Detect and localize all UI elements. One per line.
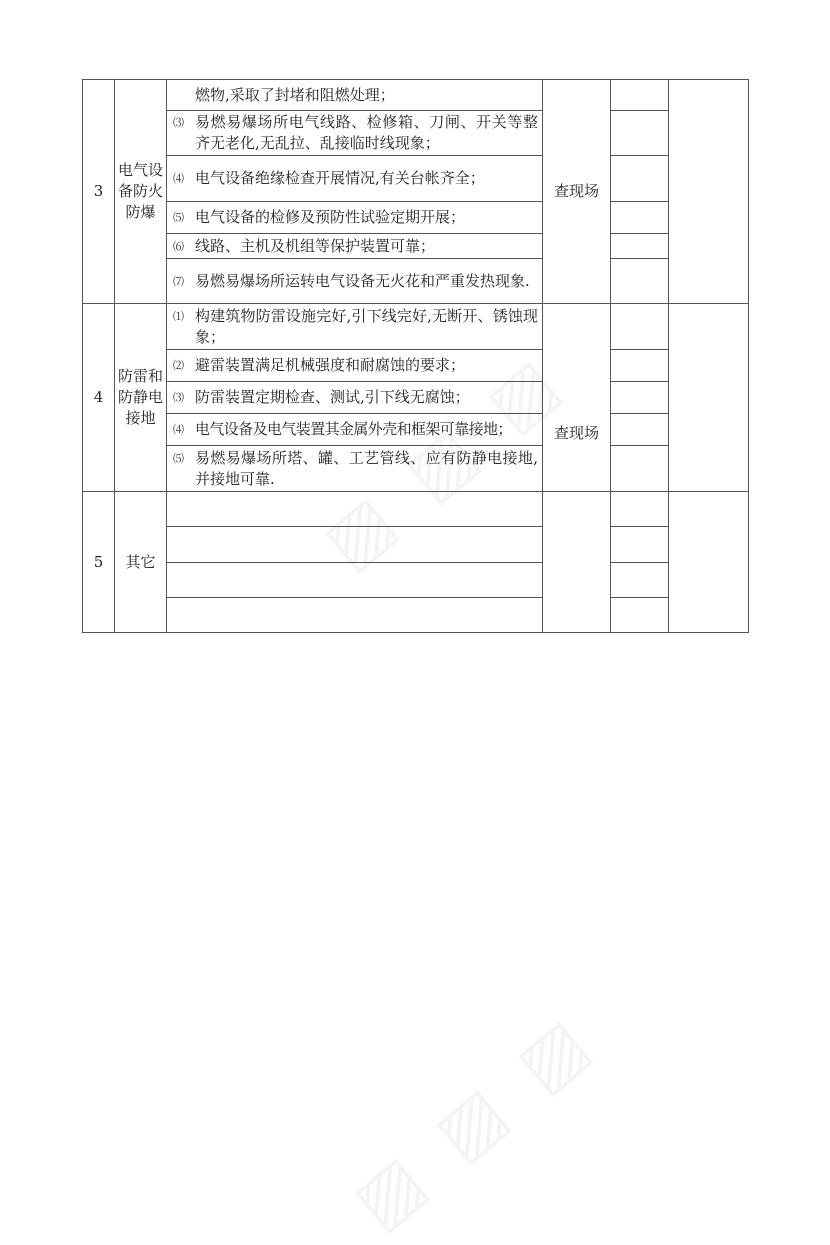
row-number: 5 xyxy=(83,492,115,633)
result-cell xyxy=(611,234,669,259)
table-row xyxy=(83,259,749,304)
check-item xyxy=(167,234,543,259)
item-marker: ⑸ xyxy=(173,451,184,465)
result-cell xyxy=(611,598,669,633)
check-item xyxy=(167,598,543,633)
check-method-cell: 查现场 xyxy=(543,304,611,492)
category-cell: 防雷和防静电接地 xyxy=(115,304,167,492)
item-text: 燃物,采取了封堵和阻燃处理； xyxy=(195,85,395,104)
check-method-cell xyxy=(543,492,611,633)
table-row xyxy=(83,156,749,202)
item-text: 易燃易爆场所塔、罐、工艺管线、应有防静电接地,并接地可靠. xyxy=(195,448,538,488)
item-marker: ⑷ xyxy=(173,172,184,185)
result-cell xyxy=(611,202,669,234)
table-row xyxy=(83,80,749,111)
item-text: 电气设备及电气装置其金属外壳和框架可靠接地； xyxy=(195,420,512,438)
item-marker: ⑶ xyxy=(173,116,184,129)
watermark xyxy=(337,997,610,1244)
item-marker: ⑷ xyxy=(173,423,184,436)
table-row xyxy=(83,350,749,382)
result-cell xyxy=(611,527,669,563)
item-marker: ⑶ xyxy=(173,391,184,404)
item-marker: ⑹ xyxy=(173,239,184,253)
check-item xyxy=(167,304,543,350)
result-cell xyxy=(611,446,669,492)
result-cell xyxy=(611,382,669,414)
item-text: 构建筑物防雷设施完好,引下线完好,无断开、锈蚀现象； xyxy=(195,306,538,346)
row-number: 3 xyxy=(83,80,115,304)
item-text: 电气设备绝缘检查开展情况,有关台帐齐全； xyxy=(195,169,485,187)
result-cell xyxy=(611,259,669,304)
table-row xyxy=(83,563,749,598)
item-text: 易燃易爆场所电气线路、检修箱、刀闸、开关等整齐无老化,无乱拉、乱接临时线现象； xyxy=(195,113,538,152)
table-row xyxy=(83,598,749,633)
check-method-cell: 查现场 xyxy=(543,80,611,304)
result-cell xyxy=(611,350,669,382)
result-cell xyxy=(611,414,669,446)
table-row xyxy=(83,304,749,350)
remark-cell xyxy=(669,80,749,304)
check-item xyxy=(167,80,543,111)
check-item xyxy=(167,156,543,202)
item-text: 电气设备的检修及预防性试验定期开展； xyxy=(195,208,466,226)
row-number: 4 xyxy=(83,304,115,492)
check-item xyxy=(167,202,543,234)
result-cell xyxy=(611,563,669,598)
item-text: 易燃易爆场所运转电气设备无火花和严重发热现象. xyxy=(195,271,530,290)
item-text: 防雷装置定期检查、测试,引下线无腐蚀； xyxy=(195,388,470,406)
check-item xyxy=(167,111,543,156)
check-item xyxy=(167,259,543,304)
category-cell: 电气设备防火防爆 xyxy=(115,80,167,304)
table-row xyxy=(83,111,749,156)
table-row xyxy=(83,202,749,234)
item-marker: ⑵ xyxy=(173,359,184,372)
remark-cell xyxy=(669,492,749,633)
category-cell: 其它 xyxy=(115,492,167,633)
result-cell xyxy=(611,80,669,111)
item-marker: ⑸ xyxy=(173,211,184,224)
item-marker: ⑺ xyxy=(173,274,184,288)
item-marker: ⑴ xyxy=(173,309,184,323)
result-cell xyxy=(611,111,669,156)
item-text: 避雷装置满足机械强度和耐腐蚀的要求； xyxy=(195,356,466,374)
result-cell xyxy=(611,156,669,202)
table-row xyxy=(83,234,749,259)
table-row xyxy=(83,382,749,414)
item-text: 线路、主机及机组等保护装置可靠； xyxy=(195,236,436,255)
result-cell xyxy=(611,492,669,527)
result-cell xyxy=(611,304,669,350)
remark-cell xyxy=(669,304,749,492)
inspection-table xyxy=(82,79,749,633)
